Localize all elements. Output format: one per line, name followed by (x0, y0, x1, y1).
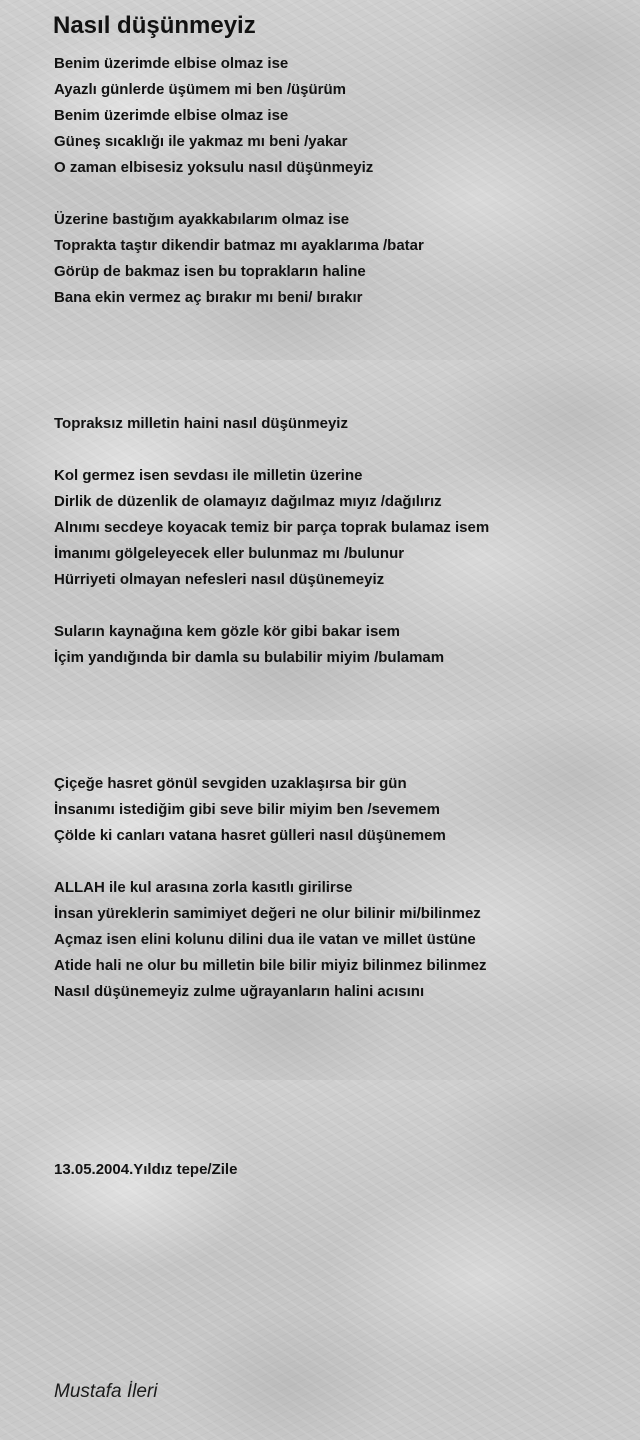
poem-line: İçim yandığında bir damla su bulabilir miyim /bulamam (54, 649, 445, 666)
poem-line: Suların kaynağına kem gözle kör gibi bakar isem (54, 623, 400, 640)
poem-title: Nasıl düşünmeyiz (53, 12, 256, 39)
poem-line: Açmaz isen elini kolunu dilini dua ile vatan ve millet üstüne (54, 931, 476, 948)
poem-line: İnsan yüreklerin samimiyet değeri ne olur bilinir mi/bilinmez (54, 905, 481, 922)
poem-line: Alnımı secdeye koyacak temiz bir parça toprak bulamaz isem (54, 519, 490, 536)
poem-panel-3 (0, 720, 640, 1080)
poem-line: Bana ekin vermez aç bırakır mı beni/ bırakır (54, 289, 363, 306)
poem-line: Çölde ki canları vatana hasret gülleri nasıl düşünemem (54, 827, 446, 844)
poem-line: Hürriyeti olmayan nefesleri nasıl düşünemeyiz (54, 571, 385, 588)
poem-line: Toprakta taştır dikendir batmaz mı ayaklarıma /batar (54, 237, 424, 254)
poem-line: Görüp de bakmaz isen bu toprakların haline (54, 263, 366, 280)
poem-line: Benim üzerimde elbise olmaz ise (54, 107, 289, 124)
poem-author: Mustafa İleri (54, 1381, 158, 1402)
poem-panel-1 (0, 0, 640, 360)
poem-line: Çiçeğe hasret gönül sevgiden uzaklaşırsa bir gün (54, 775, 407, 792)
poem-line: Topraksız milletin haini nasıl düşünmeyiz (54, 415, 348, 432)
poem-line: Güneş sıcaklığı ile yakmaz mı beni /yakar (54, 133, 348, 150)
poem-line: ALLAH ile kul arasına zorla kasıtlı girilirse (54, 879, 353, 896)
poem-panel-2 (0, 360, 640, 720)
poem-line: Dirlik de düzenlik de olamayız dağılmaz mıyız /dağılırız (54, 493, 442, 510)
poem-panel-4 (0, 1080, 640, 1440)
poem-line: İnsanımı istediğim gibi seve bilir miyim ben /sevemem (54, 801, 440, 818)
poem-line: Atide hali ne olur bu milletin bile bilir miyiz bilinmez bilinmez (54, 957, 487, 974)
poem-date-place: 13.05.2004.Yıldız tepe/Zile (54, 1161, 238, 1178)
poem-line: O zaman elbisesiz yoksulu nasıl düşünmeyiz (54, 159, 374, 176)
poem-line: Benim üzerimde elbise olmaz ise (54, 55, 289, 72)
poem-line: Kol germez isen sevdası ile milletin üzerine (54, 467, 363, 484)
poem-line: İmanımı gölgeleyecek eller bulunmaz mı /bulunur (54, 545, 405, 562)
poem-line: Nasıl düşünemeyiz zulme uğrayanların halini acısını (54, 983, 425, 1000)
poem-line: Ayazlı günlerde üşümem mi ben /üşürüm (54, 81, 347, 98)
poem-line: Üzerine bastığım ayakkabılarım olmaz ise (54, 211, 350, 228)
